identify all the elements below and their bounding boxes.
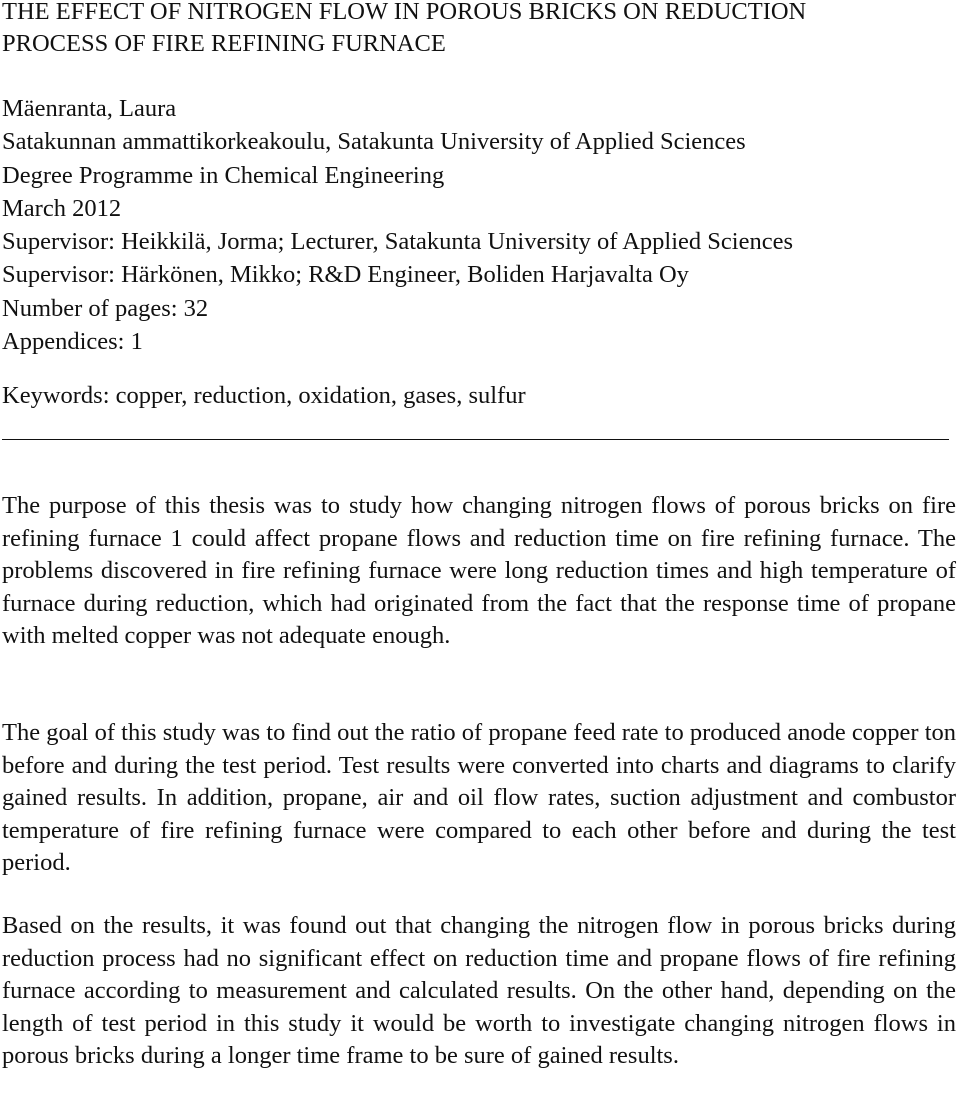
date-line: March 2012: [2, 194, 122, 222]
author-line: Mäenranta, Laura: [2, 95, 177, 122]
title-line-2: PROCESS OF FIRE REFINING FURNACE: [2, 30, 446, 57]
abstract-paragraph-purpose: The purpose of this thesis was to study how changing nitrogen flows of porous bricks on fire refining furnace 1 could affect propane flows and reduction time on fire refining furnace. The problems discovered in fire refining furnace were long reduction times and high temperature of furnace during reduction, which had originated from the fact that the response time of propane with melted copper was not adequate enough.: [2, 492, 956, 649]
document-title: [2, 0, 806, 60]
abstract-paragraph-results: Based on the results, it was found out that changing the nitrogen flow in porous bricks during reduction process had no significant effect on reduction time and propane flows of fire refining furnace according to measurement and calculated results. On the other hand, depending on the length of test period in this study it would be worth to investigate changing nitrogen flows in porous bricks during a longer time frame to be sure of gained results.: [2, 912, 956, 1069]
supervisor-line-2: Supervisor: Härkönen, Mikko; R&D Engineer, Boliden Harjavalta Oy: [2, 261, 689, 289]
document-metadata: [2, 92, 793, 358]
supervisor-line-1: Supervisor: Heikkilä, Jorma; Lecturer, Satakunta University of Applied Sciences: [2, 228, 793, 256]
institution-line: Satakunnan ammattikorkeakoulu, Satakunta University of Applied Sciences: [2, 128, 746, 156]
degree-programme-line: Degree Programme in Chemical Engineering: [2, 161, 445, 189]
title-line-1: THE EFFECT OF NITROGEN FLOW IN POROUS BRICKS ON REDUCTION: [2, 0, 807, 25]
abstract-paragraph-goal: The goal of this study was to find out the ratio of propane feed rate to produced anode copper ton before and during the test period. Test results were converted into charts and diagrams to clarify gained results. In addition, propane, air and oil flow rates, suction adjustment and combustor temperature of fire refining furnace were compared to each other before and during the test period.: [2, 719, 956, 876]
section-divider: [2, 439, 949, 440]
page-count-line: Number of pages: 32: [2, 294, 209, 322]
keywords-line: Keywords: copper, reduction, oxidation, gases, sulfur: [2, 382, 526, 409]
appendices-line: Appendices: 1: [2, 328, 143, 356]
